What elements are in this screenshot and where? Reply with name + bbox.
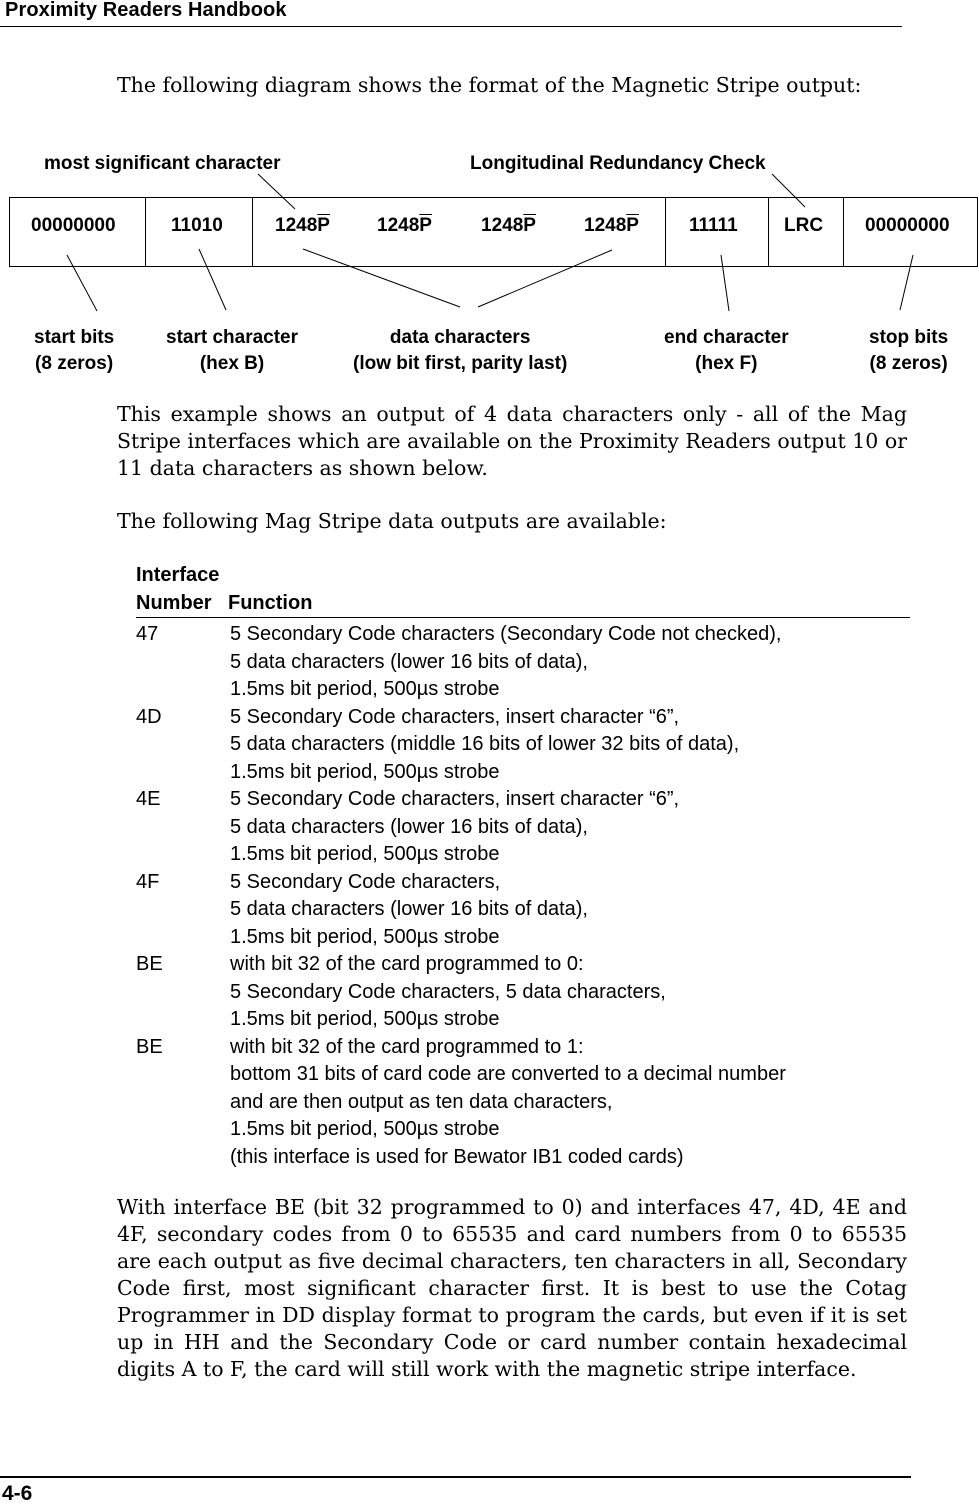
msc-leader-line — [258, 174, 295, 209]
interface-number: BE — [136, 953, 163, 975]
cell-data-character-4: $1248\overline{P}$ — [584, 215, 639, 236]
data-chars-leader-left — [303, 249, 460, 307]
cell-end-character: 11111 — [689, 215, 738, 236]
label-start-bits: start bits (8 zeros) — [34, 327, 115, 374]
interface-number: 4F — [136, 870, 160, 893]
table-row — [136, 621, 910, 704]
table-row — [136, 786, 910, 869]
table-row — [136, 951, 910, 1034]
closing-paragraph: With interface BE (bit 32 programmed to 0) and interfaces 47, 4D, 4E and 4F, secondary codes from 0 to 65535 and card numbers from 0 to 65535 are each output as five decimal characters, ten characters in all, Secondary Code first, most significant character first. It is best to use the Cotag Programmer in DD display format to program the cards, but even if it is set up in HH and the Secondary Code or card number contain hexadecimal digits A to F, the card will still work with the magnetic stripe interface. — [117, 1195, 907, 1381]
data-chars-leader-right — [478, 250, 612, 307]
header-interface-number: Interface Number — [136, 564, 220, 614]
label-longitudinal-redundancy-check: Longitudinal Redundancy Check — [470, 153, 766, 174]
label-most-significant-character: most significant character — [44, 153, 281, 174]
label-stop-bits: stop bits (8 zeros) — [869, 327, 949, 374]
interface-number: 4E — [136, 788, 161, 810]
start-bits-leader-line — [67, 255, 97, 311]
interface-number: BE — [136, 1035, 163, 1058]
lrc-leader-line — [772, 174, 805, 207]
cell-data-character-3: $1248\overline{P}$ — [481, 215, 536, 236]
interface-table — [136, 561, 910, 1171]
function-description: 5 Secondary Code characters (Secondary Code not checked), 5 data characters (lower 16 bits of data), 1.5ms bit period, 500µs strobe — [230, 623, 782, 700]
function-description: 5 Secondary Code characters, insert character “6”, 5 data characters (lower 16 bits of data), 1.5ms bit period, 500µs strobe — [230, 788, 680, 865]
table-header — [136, 561, 910, 618]
cell-lrc: LRC — [784, 215, 824, 236]
function-description: 5 Secondary Code characters, 5 data characters (lower 16 bits of data), 1.5ms bit period, 500µs strobe — [230, 870, 588, 948]
example-paragraph: This example shows an output of 4 data characters only - all of the Mag Stripe interfaces which are available on the Proximity Readers output 10 or 11 data characters as shown below. — [117, 402, 907, 480]
table-row — [136, 704, 910, 787]
interface-number: 47 — [136, 623, 159, 645]
available-paragraph: The following Mag Stripe data outputs are available: — [117, 509, 667, 533]
table-row — [136, 869, 910, 952]
page-number: 4-6 — [2, 1482, 33, 1505]
page-footer — [0, 1476, 911, 1505]
cell-leading-zeros: 00000000 — [31, 215, 116, 236]
cell-trailing-zeros: 00000000 — [865, 215, 950, 236]
function-description: with bit 32 of the card programmed to 1: bottom 31 bits of card code are converted to a decimal number and are then output as ten data characters, 1.5ms bit period, 500µs strobe (this interface is used for Bewator IB1 coded cards) — [230, 1035, 786, 1168]
header-function: Function — [228, 592, 313, 614]
stop-bits-leader-line — [900, 255, 913, 310]
label-start-character: start character (hex B) — [166, 327, 299, 374]
table-row — [136, 1034, 910, 1172]
cell-data-character-2: $1248\overline{P}$ — [377, 215, 432, 236]
interface-number: 4D — [136, 705, 162, 728]
header-title: Proximity Readers Handbook — [5, 0, 287, 21]
label-end-character: end character (hex F) — [664, 327, 789, 374]
page-header — [0, 0, 902, 27]
cell-start-character: 11010 — [171, 215, 223, 236]
end-char-leader-line — [721, 255, 729, 311]
table-body — [136, 618, 910, 1171]
start-char-leader-line — [199, 249, 226, 310]
cell-data-character-1: $1248\overline{P}$ — [275, 215, 330, 236]
function-description: 5 Secondary Code characters, insert character “6”, 5 data characters (middle 16 bits of lower 32 bits of data), 1.5ms bit period, 500µs strobe — [230, 705, 740, 783]
function-description: with bit 32 of the card programmed to 0: 5 Secondary Code characters, 5 data characters, 1.5ms bit period, 500µs strobe — [230, 953, 666, 1030]
label-data-characters: data characters (low bit first, parity last) — [353, 327, 568, 374]
intro-paragraph: The following diagram shows the format of the Magnetic Stripe output: — [117, 73, 862, 97]
